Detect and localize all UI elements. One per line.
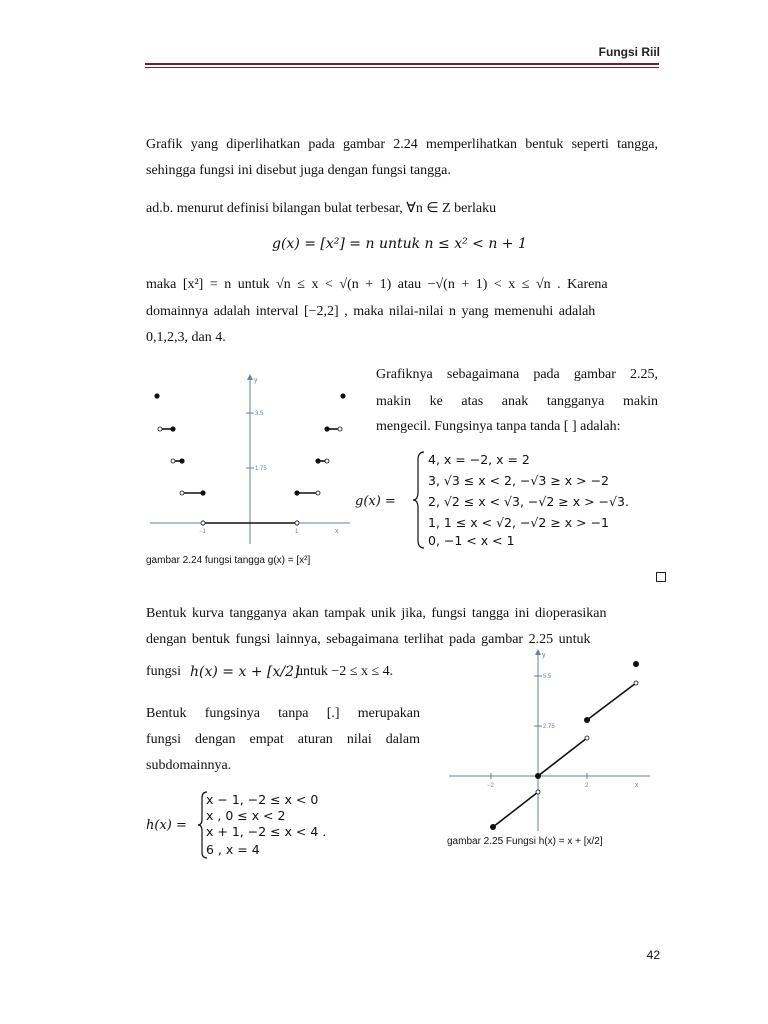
end-of-proof-box [656, 572, 666, 582]
x-tick-label: 1 [295, 529, 299, 535]
figure-2-25-caption: gambar 2.25 Fungsi h(x) = x + [x/2] [447, 836, 603, 847]
paragraph-intro: Grafik yang diperlihatkan pada gambar 2.24 memperlihatkan bentuk seperti tangga, sehingga fungsi ini disebut juga dengan fungsi tangga. [146, 137, 658, 178]
y-axis-arrow [535, 649, 541, 655]
paragraph-grafik-line3: mengecil. Fungsinya tanpa tanda [ ] adalah: [376, 419, 621, 434]
x-tick-label: −2 [487, 783, 494, 789]
equation-g-definition: g(x) = [x²] = n untuk n ≤ x² < n + 1 [272, 236, 527, 252]
g-piece-row: 3, √3 ≤ x < 2, −√3 ≥ x > −2 [428, 473, 610, 488]
h-graph-segments [493, 683, 636, 827]
h-piece-row: x + 1, −2 ≤ x < 4 . [206, 824, 327, 839]
x-axis-label: x [335, 528, 339, 535]
paragraph-fungsi-line2: fungsi dengan empat aturan nilai dalam [146, 732, 420, 747]
paragraph-fungsi-line1: Bentuk fungsinya tanpa [.] merupakan [146, 706, 420, 721]
g-piece-row: 0, −1 < x < 1 [428, 533, 515, 548]
y-tick-label: 3.5 [255, 411, 264, 417]
y-axis-arrow [247, 374, 253, 380]
y-axis-label: y [542, 652, 546, 659]
header-rule-thin [145, 67, 659, 68]
paragraph-fungsi-line3: subdomainnya. [146, 758, 232, 773]
y-tick-label: 1.75 [255, 466, 267, 472]
g-piece-row: 4, x = −2, x = 2 [428, 452, 530, 467]
figure-2-24 [145, 372, 365, 548]
paragraph-grafik-line1: Grafiknya sebagaimana pada gambar 2.25, [376, 367, 658, 382]
x-tick-label: −1 [199, 529, 206, 535]
g-piecewise-brace [410, 450, 428, 550]
h-piece-row: x − 1, −2 ≤ x < 0 [206, 792, 319, 807]
x-tick-label: 2 [585, 783, 589, 789]
paragraph-definition: ad.b. menurut definisi bilangan bulat terbesar, ∀n ∈ Z berlaku [146, 201, 497, 216]
x-axis-label: x [635, 782, 639, 789]
paragraph-maka-line3: 0,1,2,3, dan 4. [146, 330, 226, 345]
y-axis-label: y [254, 377, 258, 384]
header-rule [145, 63, 659, 65]
h-piece-row: 6 , x = 4 [206, 842, 260, 857]
page-number: 42 [646, 948, 660, 962]
y-tick-label: 2.75 [543, 724, 555, 730]
paragraph-maka-line2: domainnya adalah interval [−2,2] , maka nilai-nilai n yang memenuhi adalah [146, 304, 596, 319]
running-header: Fungsi Riil [598, 45, 660, 59]
h-definition-inline: h(x) = x + [x/2] [190, 664, 300, 680]
figure-2-25 [445, 646, 657, 834]
g-piece-row: 1, 1 ≤ x < √2, −√2 ≥ x > −1 [428, 515, 610, 530]
paragraph-maka-line1: maka [x²] = n untuk √n ≤ x < √(n + 1) atau −√(n + 1) < x ≤ √n . Karena [146, 277, 608, 292]
paragraph-bentuk-line2: dengan bentuk fungsi lainnya, sebagaimana terlihat pada gambar 2.25 untuk [146, 632, 591, 647]
figure-2-24-caption: gambar 2.24 fungsi tangga g(x) = [x²] [146, 555, 311, 566]
paragraph-bentuk-line3a: fungsi [146, 664, 181, 679]
g-piecewise-label: g(x) = [355, 494, 396, 509]
g-piece-row: 2, √2 ≤ x < √3, −√2 ≥ x > −√3. [428, 494, 629, 509]
paragraph-bentuk-line3c: untuk −2 ≤ x ≤ 4. [296, 664, 394, 679]
paragraph-bentuk-line1: Bentuk kurva tangganya akan tampak unik jika, fungsi tangga ini dioperasikan [146, 606, 607, 621]
h-piecewise-label: h(x) = [146, 818, 187, 833]
h-piece-row: x , 0 ≤ x < 2 [206, 808, 286, 823]
paragraph-grafik-line2: makin ke atas anak tangganya makin [376, 394, 658, 409]
y-tick-label: 5.5 [543, 674, 552, 680]
h-graph-endpoints [490, 661, 639, 830]
